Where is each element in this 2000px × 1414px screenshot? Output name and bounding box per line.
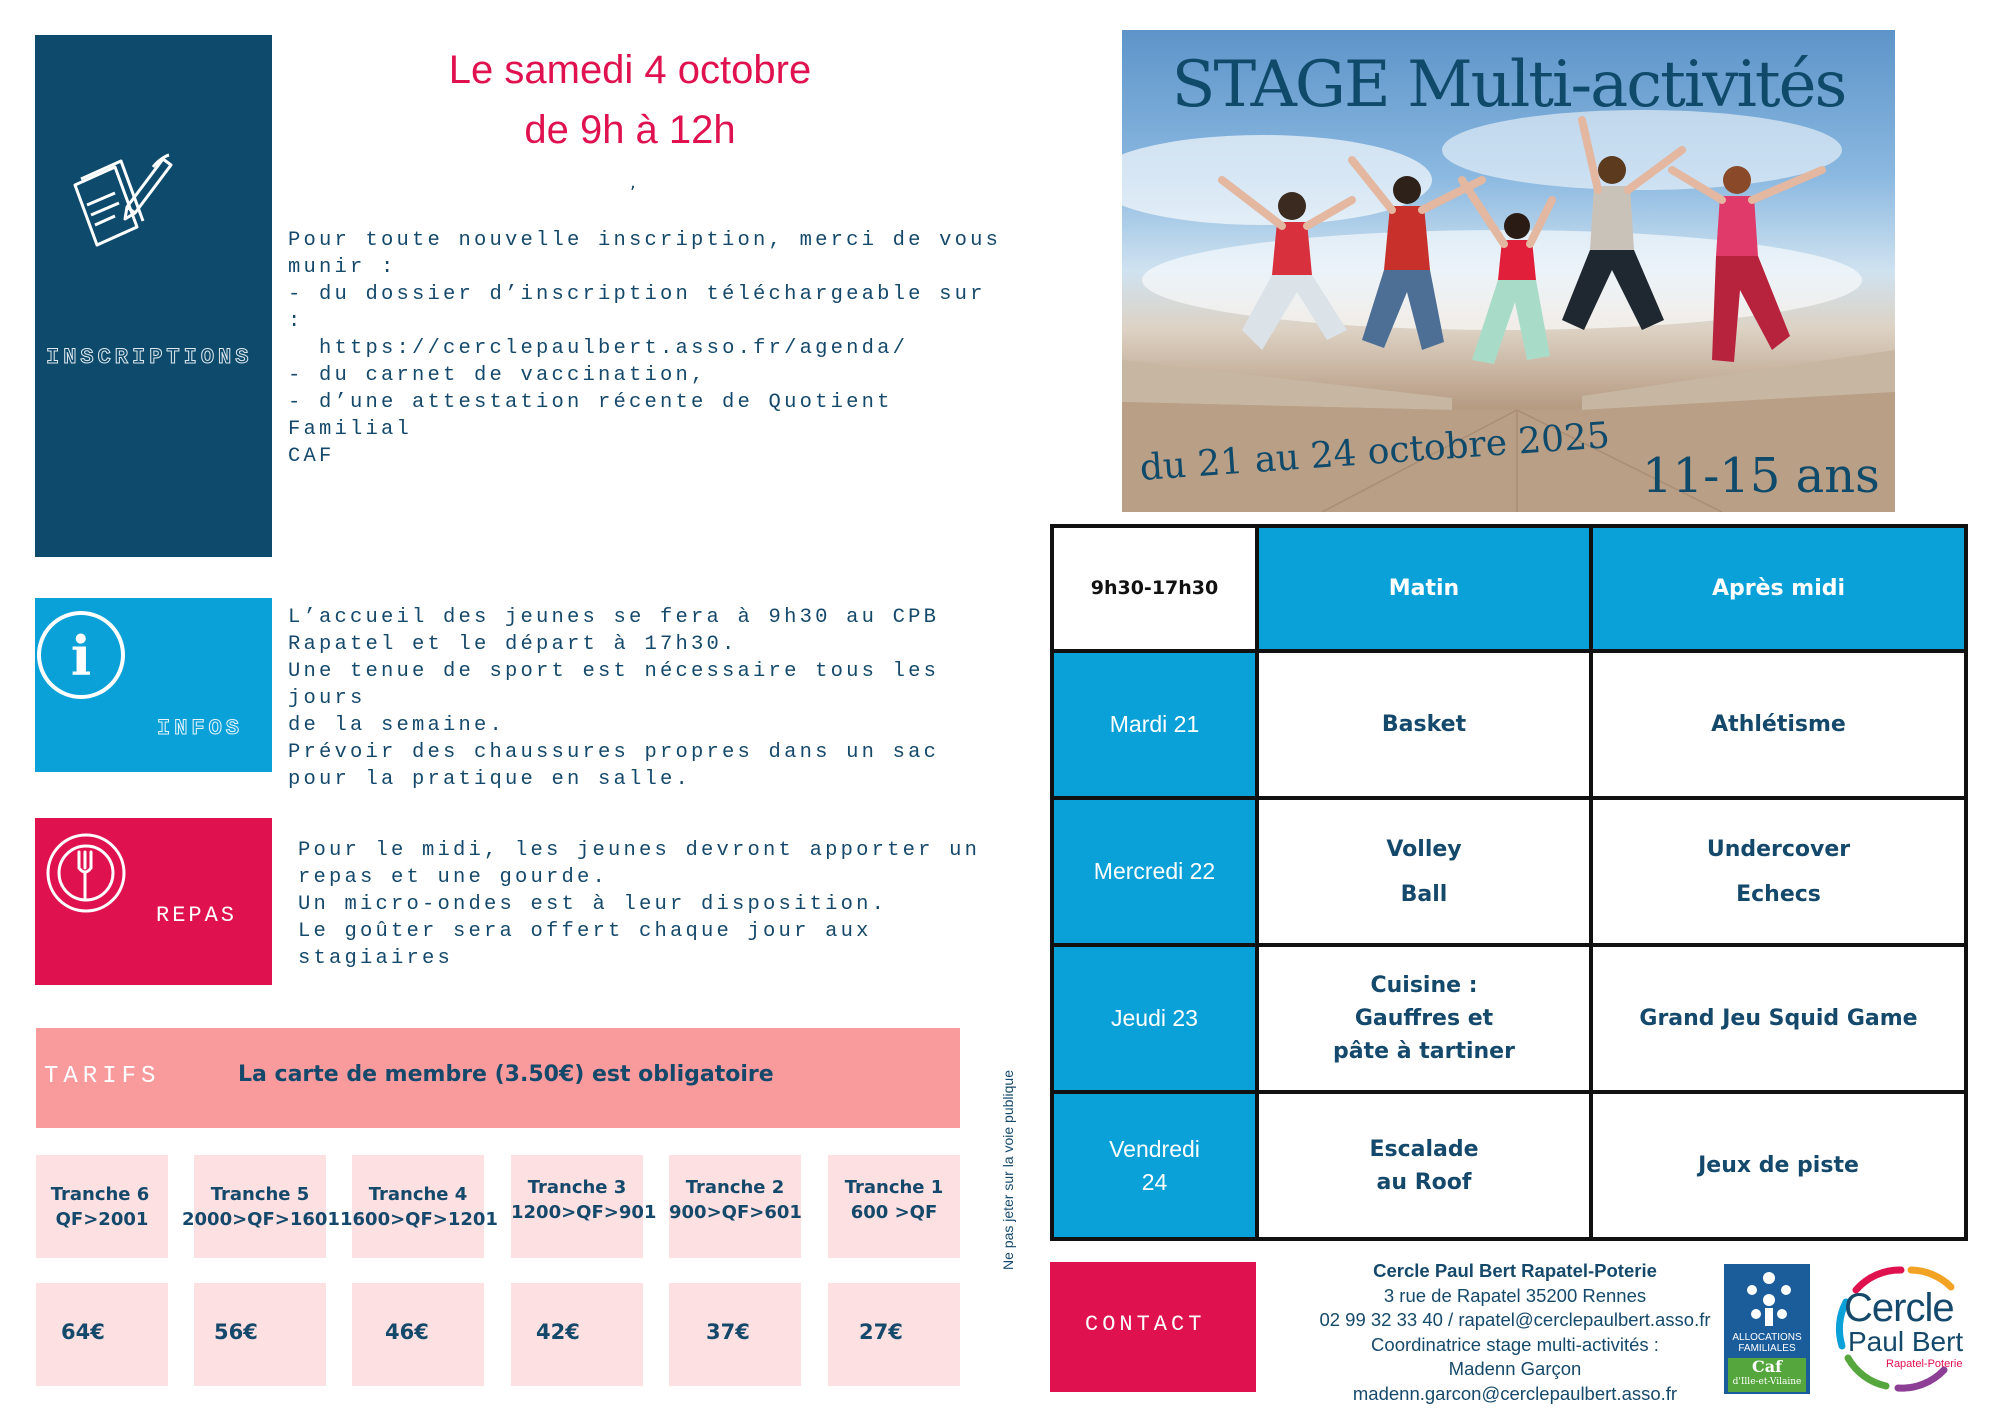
wednesday-afternoon-l1: Undercover xyxy=(1706,836,1851,862)
col-morning-header: Matin xyxy=(1257,526,1591,651)
price-tranche-5 xyxy=(194,1283,326,1386)
repas-text: Pour le midi, les jeunes devront apporter un repas et une gourde. Un micro-ondes est à leur disposition. Le goûter sera offert chaque jour aux stagiaires xyxy=(298,839,981,970)
tranche-4-qf: 1600>QF>1201 xyxy=(340,1209,498,1230)
price-tranche-3-value: 42€ xyxy=(536,1320,580,1344)
price-tranche-6-value: 64€ xyxy=(61,1320,105,1344)
tranche-5-name: Tranche 5 xyxy=(210,1184,310,1205)
contact-label: CONTACT xyxy=(1085,1312,1206,1337)
friday-morning-l2: au Roof xyxy=(1376,1169,1472,1195)
repas-label: REPAS xyxy=(156,903,238,928)
hero-title: STAGE Multi-activités xyxy=(1171,48,1846,122)
disposal-note xyxy=(998,1050,1018,1290)
thursday-morning xyxy=(1257,945,1591,1092)
wednesday-morning-l1: Volley xyxy=(1386,836,1462,862)
day-wednesday: Mercredi 22 xyxy=(1052,798,1257,945)
contact-org: Cercle Paul Bert Rapatel-Poterie xyxy=(1373,1260,1657,1281)
friday-afternoon: Jeux de piste xyxy=(1591,1092,1966,1239)
tarifs-label: TARIFS xyxy=(44,1063,161,1090)
price-tranche-3 xyxy=(511,1283,643,1386)
tranche-4-name: Tranche 4 xyxy=(368,1184,468,1205)
caf-text-4: d'Ille-et-Vilaine xyxy=(1732,1377,1802,1387)
event-time-line: de 9h à 12h xyxy=(524,108,736,152)
tranche-2-card xyxy=(669,1155,801,1258)
price-tranche-5-value: 56€ xyxy=(214,1320,258,1344)
hero-dates: du 21 au 24 octobre 2025 xyxy=(1138,415,1612,489)
schedule-table xyxy=(1050,524,1968,1241)
svg-text:i: i xyxy=(70,624,92,688)
price-tranche-6 xyxy=(36,1283,168,1386)
contact-box xyxy=(1050,1262,1256,1392)
col-afternoon-header: Après midi xyxy=(1591,526,1966,651)
repas-box xyxy=(35,818,272,985)
tranche-4-card xyxy=(340,1155,498,1258)
caf-text-2: FAMILIALES xyxy=(1738,1343,1796,1354)
caf-logo xyxy=(1722,1262,1812,1396)
schedule-row-tuesday xyxy=(1052,651,1966,798)
friday-morning xyxy=(1257,1092,1591,1239)
wednesday-afternoon xyxy=(1591,798,1966,945)
infos-label: INFOS xyxy=(157,716,244,741)
infos-box xyxy=(35,598,272,772)
schedule-row-thursday xyxy=(1052,945,1966,1092)
tranche-3-name: Tranche 3 xyxy=(527,1177,627,1198)
tranche-6-name: Tranche 6 xyxy=(50,1184,150,1205)
day-friday-l2: 24 xyxy=(1141,1168,1168,1195)
cpb-text-1: Cercle xyxy=(1844,1286,1954,1330)
stray-mark: , xyxy=(630,172,636,193)
day-friday-l1: Vendredi xyxy=(1109,1135,1200,1162)
tranche-2-name: Tranche 2 xyxy=(685,1177,785,1198)
schedule-row-friday xyxy=(1052,1092,1966,1239)
friday-morning-l1: Escalade xyxy=(1369,1136,1479,1162)
schedule-header-row xyxy=(1052,526,1966,651)
tranche-3-qf: 1200>QF>901 xyxy=(511,1202,657,1223)
inscriptions-text: Pour toute nouvelle inscription, merci de vous munir : - du dossier d’inscription téléchargeable sur : https://cerclepaulbert.asso.fr/agenda/ - du carnet de vaccination, - d’une attestation récente de Quotient Familial CAF xyxy=(288,229,1002,468)
cpb-text-3: Rapatel-Poterie xyxy=(1886,1358,1963,1370)
info-icon xyxy=(35,609,127,701)
inscriptions-label: INSCRIPTIONS xyxy=(46,345,253,370)
tarifs-bar xyxy=(36,1028,960,1128)
day-thursday: Jeudi 23 xyxy=(1052,945,1257,1092)
price-tranche-1-value: 27€ xyxy=(859,1320,903,1344)
contact-coordinator-email[interactable]: madenn.garcon@cerclepaulbert.asso.fr xyxy=(1352,1382,1678,1404)
infos-text: L’accueil des jeunes se fera à 9h30 au CPB Rapatel et le départ à 17h30. Une tenue de sport est nécessaire tous les jours de la semaine. Prévoir des chaussures propres dans un sac pour la pratique en salle. xyxy=(288,606,940,791)
hero-age-range: 11-15 ans xyxy=(1642,448,1880,504)
schedule-hours: 9h30-17h30 xyxy=(1052,526,1257,651)
caf-text-3: Caf xyxy=(1752,1357,1782,1376)
disposal-note-text: Ne pas jeter sur la voie publique xyxy=(1000,1069,1016,1271)
plate-cutlery-icon xyxy=(41,828,131,918)
price-tranche-4 xyxy=(352,1283,484,1386)
event-date-line1: Le samedi 4 octobre xyxy=(448,48,812,92)
tranche-2-qf: 900>QF>601 xyxy=(669,1202,802,1223)
tranche-1-name: Tranche 1 xyxy=(844,1177,944,1198)
contact-info xyxy=(1255,1259,1775,1406)
price-tranche-2 xyxy=(669,1283,801,1386)
tranche-1-card xyxy=(828,1155,960,1258)
thursday-morning-l1: Cuisine : xyxy=(1370,973,1478,998)
document-pen-icon xyxy=(65,145,175,255)
tranche-5-card xyxy=(182,1155,340,1258)
day-tuesday: Mardi 21 xyxy=(1052,651,1257,798)
tranche-6-qf: QF>2001 xyxy=(55,1209,149,1230)
day-friday xyxy=(1052,1092,1257,1239)
inscriptions-box xyxy=(35,35,272,557)
thursday-morning-l2: Gauffres et xyxy=(1354,1006,1494,1031)
contact-coordinator-label: Coordinatrice stage multi-activités : xyxy=(1371,1333,1659,1355)
tuesday-afternoon: Athlétisme xyxy=(1591,651,1966,798)
thursday-morning-l3: pâte à tartiner xyxy=(1333,1039,1515,1064)
price-tranche-1 xyxy=(828,1283,960,1386)
wednesday-morning xyxy=(1257,798,1591,945)
tranche-3-card xyxy=(511,1155,657,1258)
contact-address: 3 rue de Rapatel 35200 Rennes xyxy=(1383,1284,1647,1306)
schedule-row-wednesday xyxy=(1052,798,1966,945)
wednesday-morning-l2: Ball xyxy=(1400,881,1448,907)
wednesday-afternoon-l2: Echecs xyxy=(1736,881,1821,907)
caf-family-icon xyxy=(1738,1270,1800,1328)
cpb-text-2: Paul Bert xyxy=(1848,1326,1964,1357)
tranche-5-qf: 2000>QF>1601 xyxy=(182,1209,340,1230)
tranche-6-card xyxy=(36,1155,168,1258)
tuesday-morning: Basket xyxy=(1257,651,1591,798)
thursday-afternoon: Grand Jeu Squid Game xyxy=(1591,945,1966,1092)
contact-coordinator-name: Madenn Garçon xyxy=(1448,1358,1582,1379)
cercle-paul-bert-logo xyxy=(1826,1262,1976,1394)
membership-note: La carte de membre (3.50€) est obligatoire xyxy=(238,1062,774,1087)
tranche-1-qf: 600 >QF xyxy=(850,1202,938,1223)
hero-banner xyxy=(1122,30,1895,512)
price-tranche-4-value: 46€ xyxy=(385,1320,429,1344)
caf-text-1: ALLOCATIONS xyxy=(1732,1332,1802,1343)
contact-phone-email[interactable]: 02 99 32 33 40 / rapatel@cerclepaulbert.asso.fr xyxy=(1319,1309,1711,1330)
price-tranche-2-value: 37€ xyxy=(706,1320,750,1344)
